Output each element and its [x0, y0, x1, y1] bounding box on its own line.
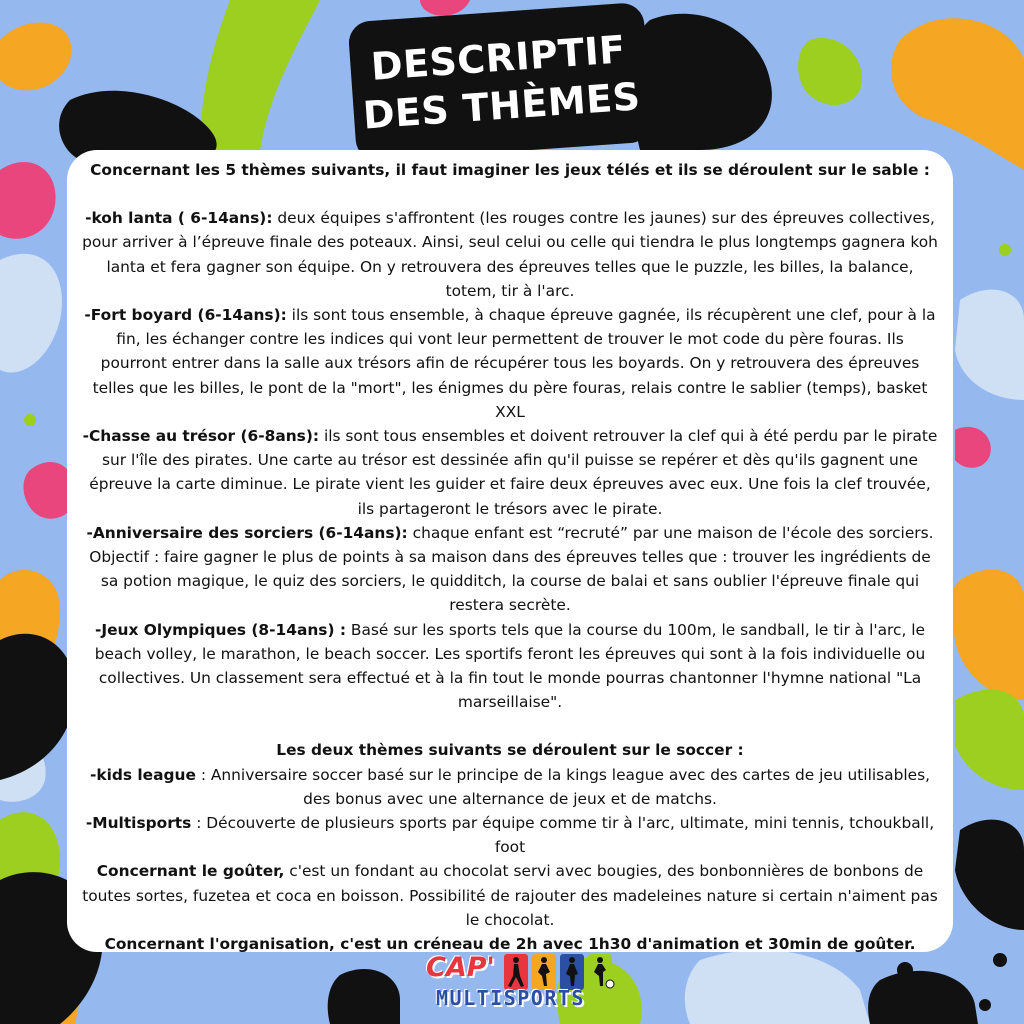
theme-name: -koh lanta ( 6-14ans): — [85, 209, 273, 228]
theme-name: -kids league — [89, 765, 196, 784]
theme-text: : Anniversaire soccer basé sur le principe de la kings league avec des cartes de jeu utilisables, des bonus avec une alternance de jeux et de matchs. — [195, 765, 931, 808]
theme-name: -Jeux Olympiques (8-14ans) : — [94, 620, 346, 639]
theme-jeux-olympiques — [81, 618, 939, 715]
title-line-2: DES THÈMES — [361, 74, 642, 138]
theme-multisports — [81, 811, 939, 859]
intro-heading: Concernant les 5 thèmes suivants, il faut imaginer les jeux télés et ils se déroulent sur le sable : — [90, 161, 930, 179]
theme-text: Basé sur les sports tels que la course du 100m, le sandball, le tir à l'arc, le beach volley, le marathon, le beach soccer. Les sportifs feront les épreuves qui sont à la fois individuelle ou collectives. Un classement sera effectué et à la fin tout le monde pourras chantonner l'hymne national "La marseillaise". — [94, 620, 926, 712]
theme-fort-boyard — [81, 303, 939, 424]
theme-text: ils sont tous ensembles et doivent retrouver la clef qui à été perdu par le pirate sur l'île des pirates. Une carte au trésor est dessinée afin qu'il puisse se repérer et dès qu'ils gagnent une épreuve la carte diminue. Le pirate vient les guider et faire deux épreuves avec eux. Une fois la clef trouvée, ils partageront le trésors avec le pirate. — [89, 427, 938, 518]
theme-name: -Anniversaire des sorciers (6-14ans): — [86, 523, 408, 542]
gouter-paragraph — [81, 859, 939, 932]
theme-koh-lanta — [81, 206, 939, 303]
theme-sorciers — [81, 521, 939, 618]
organisation-paragraph: Concernant l'organisation, c'est un créneau de 2h avec 1h30 d'animation et 30min de goûter. — [104, 935, 916, 954]
theme-text: : Découverte de plusieurs sports par équipe comme tir à l'arc, ultimate, mini tennis, tchoukball, foot — [191, 814, 935, 857]
content-card — [67, 150, 953, 952]
description-text — [81, 158, 939, 956]
logo-multisports-text: MULTISPORTS — [436, 986, 585, 1010]
theme-name: -Multisports — [85, 814, 192, 833]
theme-text: chaque enfant est “recruté” par une maison de l'école des sorciers. Objectif : faire gagner le plus de points à sa maison dans des épreuves telles que : trouver les ingrédients de sa potion magique, le quiz des sorciers, le quidditch, la course de balai et sans oublier l'épreuve finale qui restera secrète. — [89, 523, 934, 615]
theme-kids-league — [81, 763, 939, 811]
soccer-heading: Les deux thèmes suivants se déroulent sur le soccer : — [276, 741, 744, 760]
theme-text: deux équipes s'affrontent (les rouges contre les jaunes) sur des épreuves collectives, pour arriver à l’épreuve finale des poteaux. Ainsi, seul celui ou celle qui tiendra le plus longtemps gagnera koh lanta et fera gagner son équipe. On y retrouvera des épreuves telles que le puzzle, les billes, la balance, totem, tir à l'arc. — [82, 209, 938, 300]
gouter-label: Concernant le goûter, — [96, 862, 285, 881]
gouter-text: c'est un fondant au chocolat servi avec bougies, des bonbonnières de bonbons de toutes sortes, fuzetea et coca en boisson. Possibilité de rajouter des madeleines nature si certain n'aiment pas le chocolat. — [82, 862, 938, 929]
theme-chasse-tresor — [81, 424, 939, 521]
theme-name: -Fort boyard (6-14ans): — [84, 306, 287, 325]
theme-name: -Chasse au trésor (6-8ans): — [82, 427, 320, 446]
title-line-1: DESCRIPTIF — [369, 27, 628, 89]
cap-multisports-logo — [420, 950, 620, 1014]
title-banner — [347, 2, 652, 162]
logo-cap-text: CAP' — [426, 952, 495, 983]
theme-text: ils sont tous ensemble, à chaque épreuve gagnée, ils récupèrent une clef, pour à la fin, les échanger contre les indices qui vont leur permettent de trouver le mot code du père fouras. Ils pourront entrer dans la salle aux trésors afin de récupérer tous les boyards. On y retrouvera des épreuves telles que les billes, le pont de la "mort", les énigmes du père fouras, relais contre le sablier (temps), basket XXL — [92, 306, 936, 421]
